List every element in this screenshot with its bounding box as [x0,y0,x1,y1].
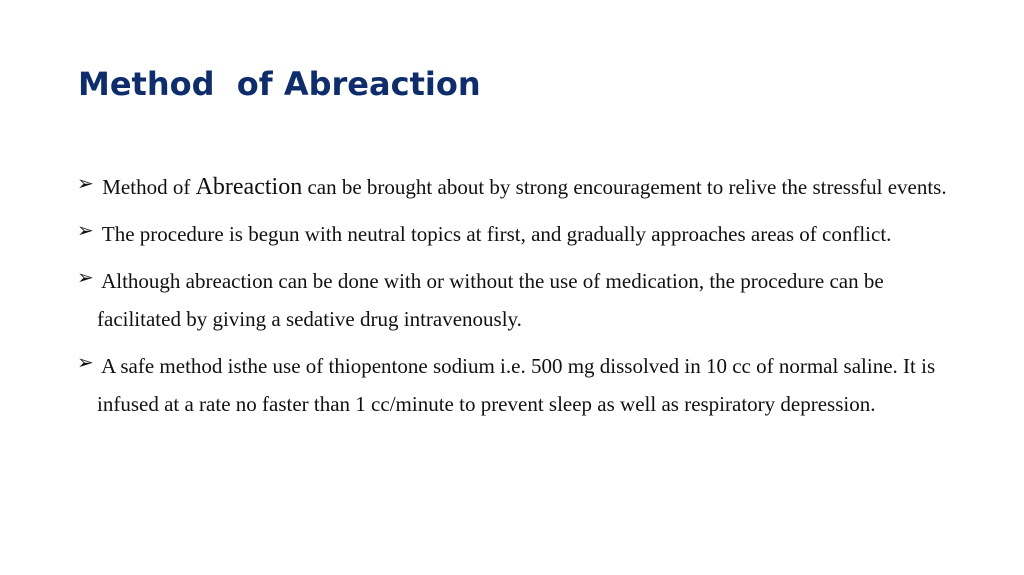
bullet-item-2 [77,215,947,253]
bullet-item-4 [77,347,947,423]
bullet-text-before: Method of [102,175,196,199]
arrow-bullet-icon: ➢ [77,265,94,289]
bullet-text-emphasis: Abreaction [195,174,303,200]
bullet-list [77,168,947,432]
bullet-text: The procedure is begun with neutral topics at first, and gradually approaches areas of conflict. [101,222,892,246]
slide-title: Method of Abreaction [78,65,481,103]
bullet-text: A safe method isthe use of thiopentone sodium i.e. 500 mg dissolved in 10 cc of normal saline. It is infused at a rate no faster than 1 cc/minute to prevent sleep as well as respiratory depression. [97,354,936,416]
arrow-bullet-icon: ➢ [77,171,94,195]
bullet-item-1 [77,168,947,206]
bullet-text-after: can be brought about by strong encouragement to relive the stressful events. [302,175,947,199]
arrow-bullet-icon: ➢ [77,218,94,242]
bullet-text: Although abreaction can be done with or without the use of medication, the procedure can be facilitated by giving a sedative drug intravenously. [97,269,884,331]
arrow-bullet-icon: ➢ [77,350,94,374]
bullet-item-3 [77,262,947,338]
